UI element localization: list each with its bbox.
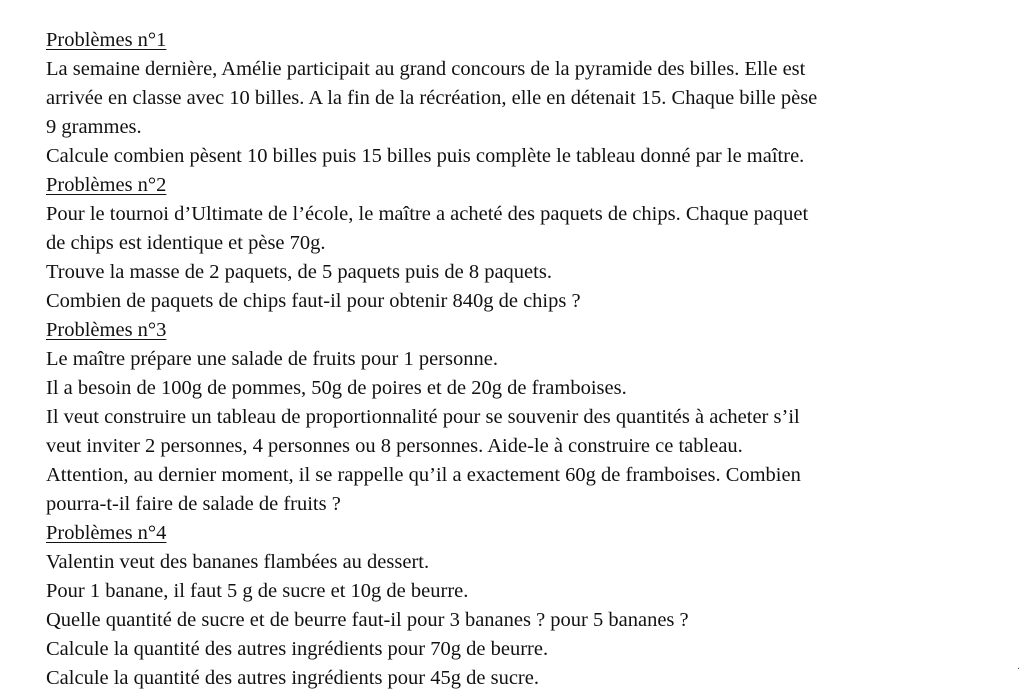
problem-1-heading: Problèmes n°1 bbox=[46, 29, 167, 51]
problem-1-line-1: La semaine dernière, Amélie participait au grand concours de la pyramide des billes. Elle est bbox=[46, 58, 806, 80]
problem-1-line-2: arrivée en classe avec 10 billes. A la fin de la récréation, elle en détenait 15. Chaque bille pèse bbox=[46, 87, 818, 109]
problem-3-line-3: Il veut construire un tableau de proportionnalité pour se souvenir des quantités à acheter s’il bbox=[46, 406, 800, 428]
problem-4-line-3: Quelle quantité de sucre et de beurre faut-il pour 3 bananes ? pour 5 bananes ? bbox=[46, 609, 689, 631]
problem-2 bbox=[46, 171, 1016, 316]
problem-4 bbox=[46, 519, 1016, 693]
problem-3-heading: Problèmes n°3 bbox=[46, 319, 167, 341]
problem-2-line-2: de chips est identique et pèse 70g. bbox=[46, 232, 326, 254]
problem-2-line-1: Pour le tournoi d’Ultimate de l’école, le maître a acheté des paquets de chips. Chaque paquet bbox=[46, 203, 809, 225]
problem-1-line-4: Calcule combien pèsent 10 billes puis 15 billes puis complète le tableau donné par le maître. bbox=[46, 145, 805, 167]
problem-3-line-2: Il a besoin de 100g de pommes, 50g de poires et de 20g de framboises. bbox=[46, 377, 627, 399]
problem-4-heading: Problèmes n°4 bbox=[46, 522, 167, 544]
problem-2-heading: Problèmes n°2 bbox=[46, 174, 167, 196]
problem-4-line-1: Valentin veut des bananes flambées au dessert. bbox=[46, 551, 430, 573]
problem-2-line-4: Combien de paquets de chips faut-il pour obtenir 840g de chips ? bbox=[46, 290, 581, 312]
problem-3-line-4: veut inviter 2 personnes, 4 personnes ou 8 personnes. Aide-le à construire ce tableau. bbox=[46, 435, 743, 457]
problem-3-line-6: pourra-t-il faire de salade de fruits ? bbox=[46, 493, 341, 515]
problem-1-line-3: 9 grammes. bbox=[46, 116, 142, 138]
problem-4-line-4: Calcule la quantité des autres ingrédients pour 70g de beurre. bbox=[46, 638, 549, 660]
page-edge-mark: · bbox=[1016, 664, 1020, 675]
problem-3-line-5: Attention, au dernier moment, il se rappelle qu’il a exactement 60g de framboises. Combien bbox=[46, 464, 801, 486]
problem-3 bbox=[46, 316, 1016, 519]
problem-1 bbox=[46, 26, 1016, 171]
problem-4-line-2: Pour 1 banane, il faut 5 g de sucre et 10g de beurre. bbox=[46, 580, 469, 602]
document-page bbox=[46, 26, 1016, 693]
problem-3-line-1: Le maître prépare une salade de fruits pour 1 personne. bbox=[46, 348, 498, 370]
problem-4-line-5: Calcule la quantité des autres ingrédients pour 45g de sucre. bbox=[46, 667, 539, 689]
problem-2-line-3: Trouve la masse de 2 paquets, de 5 paquets puis de 8 paquets. bbox=[46, 261, 552, 283]
